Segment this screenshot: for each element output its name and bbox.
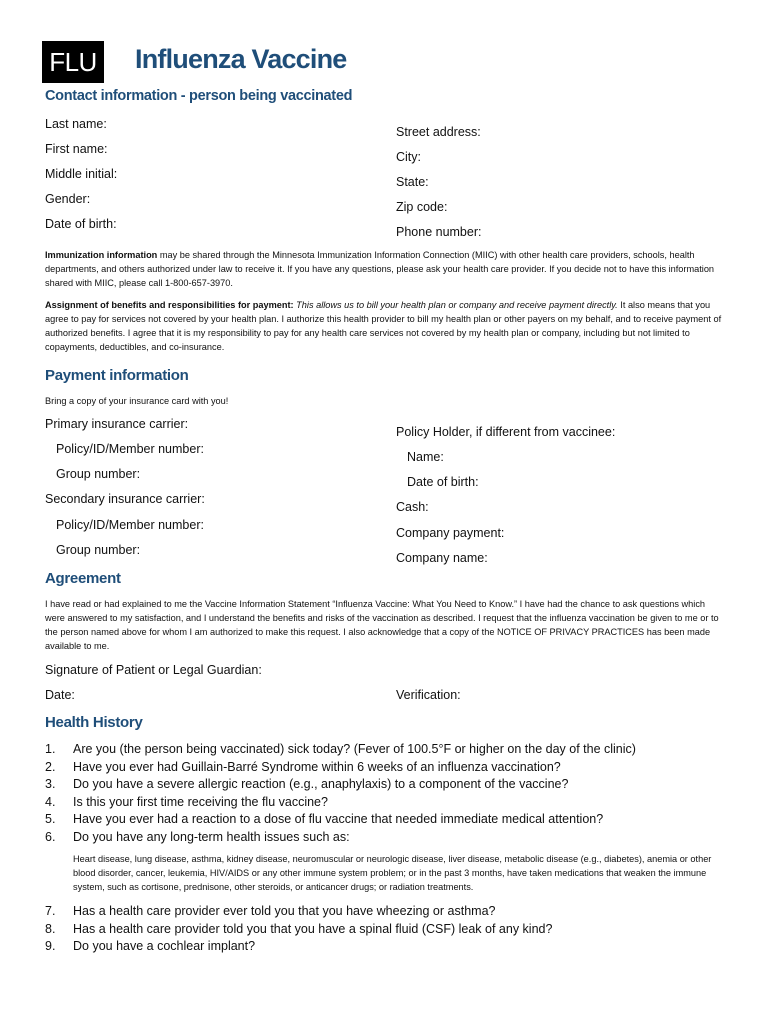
health-history-heading: Health History — [45, 714, 143, 731]
item-number: 9. — [45, 939, 56, 954]
payment-note: Bring a copy of your insurance card with you! — [45, 396, 229, 406]
last-name-label: Last name: — [45, 117, 107, 131]
street-address-label: Street address: — [396, 125, 481, 139]
list-item — [45, 921, 725, 939]
immunization-text: may be shared through the Minnesota Immunization Information Connection (MIIC) with other health care providers, schools, health departments, and others authorized under law to receive it. If you have any questions, please ask your health care provider. If you decide not to have this information shared with MIIC, please call 1-800-657-3970. — [45, 250, 715, 288]
list-item — [45, 829, 725, 847]
policy-holder-label: Policy Holder, if different from vaccinee: — [396, 425, 616, 439]
cash-label: Cash: — [396, 500, 429, 514]
middle-initial-label: Middle initial: — [45, 167, 118, 181]
secondary-policy-label: Policy/ID/Member number: — [56, 518, 204, 532]
dob-label: Date of birth: — [45, 217, 117, 231]
health-questions-list-2 — [45, 903, 725, 956]
primary-group-label: Group number: — [56, 467, 141, 481]
first-name-label: First name: — [45, 142, 108, 156]
item-text: Has a health care provider ever told you that you have wheezing or asthma? — [73, 904, 496, 918]
item-number: 5. — [45, 812, 56, 827]
list-item — [45, 794, 725, 812]
list-item — [45, 776, 725, 794]
assignment-lead: Assignment of benefits and responsibilities for payment: — [45, 300, 294, 310]
list-item — [45, 741, 725, 759]
company-payment-label: Company payment: — [396, 526, 505, 540]
state-label: State: — [396, 175, 429, 189]
city-label: City: — [396, 150, 421, 164]
flu-badge: FLU — [42, 41, 104, 83]
item-text: Are you (the person being vaccinated) sick today? (Fever of 100.5°F or higher on the day of the clinic) — [73, 742, 636, 756]
item-text: Do you have a severe allergic reaction (e.g., anaphylaxis) to a component of the vaccine? — [73, 777, 569, 792]
list-item — [45, 903, 725, 921]
zip-code-label: Zip code: — [396, 200, 448, 214]
page-title: Influenza Vaccine — [135, 44, 347, 74]
list-item — [45, 759, 725, 777]
item-number: 2. — [45, 759, 56, 774]
primary-carrier-label: Primary insurance carrier: — [45, 417, 189, 431]
list-item — [45, 811, 725, 829]
assignment-text: It also means that you agree to pay for services not covered by your health plan. I authorize this health provider to bill my health plan or other payers on my behalf, and to receive payment of authorized benefits. I agree that it is my responsibility to pay for any health care services not covered by my health plan or company, including but not limited to copayments, deductibles, and co-insurance. — [45, 300, 722, 352]
immunization-lead: Immunization information — [45, 250, 158, 260]
agreement-heading: Agreement — [45, 570, 121, 587]
item-number: 7. — [45, 904, 56, 918]
phone-number-label: Phone number: — [396, 225, 482, 239]
item-text: Do you have any long-term health issues such as: — [73, 829, 350, 844]
payment-heading: Payment information — [45, 367, 189, 384]
assignment-paragraph — [45, 298, 725, 354]
verification-label: Verification: — [396, 688, 461, 702]
item-number: 8. — [45, 921, 56, 936]
conditions-paragraph: Heart disease, lung disease, asthma, kidney disease, neuromuscular or neurologic disease, liver disease, metabolic disease (e.g., diabetes), anemia or other blood disorder, cancer, leukemia, HIV/AIDS or any other immune system problem; or in the past 3 months, have taken medications that weaken the immune system, such as cortisone, prednisone, other steroids, or anticancer drugs; or radiation treatments. — [73, 854, 712, 892]
health-questions-list — [45, 741, 725, 847]
assignment-italic: This allows us to bill your health plan or company and receive payment directly. — [293, 300, 618, 310]
secondary-group-label: Group number: — [56, 543, 141, 557]
immunization-paragraph — [45, 248, 725, 290]
item-number: 4. — [45, 794, 56, 809]
holder-dob-label: Date of birth: — [407, 475, 479, 489]
item-text: Do you have a cochlear implant? — [73, 939, 256, 954]
secondary-carrier-label: Secondary insurance carrier: — [45, 492, 205, 506]
item-text: Have you ever had Guillain-Barré Syndrome within 6 weeks of an influenza vaccination? — [73, 759, 561, 774]
agreement-paragraph: I have read or had explained to me the Vaccine Information Statement “Influenza Vaccine: What You Need to Know.” I have had the chance to ask questions which were answered to my satisfaction, and I understand the benefits and risks of the vaccination as described. I request that the influenza vaccination be given to me or to the person named above for whom I am authorized to make this request. I also acknowledge that a copy of the NOTICE OF PRIVACY PRACTICES has been made available to me. — [45, 599, 719, 651]
primary-policy-label: Policy/ID/Member number: — [56, 442, 204, 456]
item-text: Have you ever had a reaction to a dose of flu vaccine that needed immediate medical attention? — [73, 812, 604, 827]
item-number: 1. — [45, 742, 56, 756]
contact-heading: Contact information - person being vaccinated — [45, 88, 353, 104]
item-number: 6. — [45, 829, 56, 844]
list-item — [45, 938, 725, 956]
holder-name-label: Name: — [407, 450, 444, 464]
item-number: 3. — [45, 777, 56, 792]
signature-label: Signature of Patient or Legal Guardian: — [45, 663, 262, 677]
date-label: Date: — [45, 688, 75, 702]
company-name-label: Company name: — [396, 551, 488, 565]
gender-label: Gender: — [45, 192, 91, 206]
item-text: Is this your first time receiving the flu vaccine? — [73, 794, 328, 809]
item-text: Has a health care provider told you that you have a spinal fluid (CSF) leak of any kind? — [73, 921, 553, 936]
